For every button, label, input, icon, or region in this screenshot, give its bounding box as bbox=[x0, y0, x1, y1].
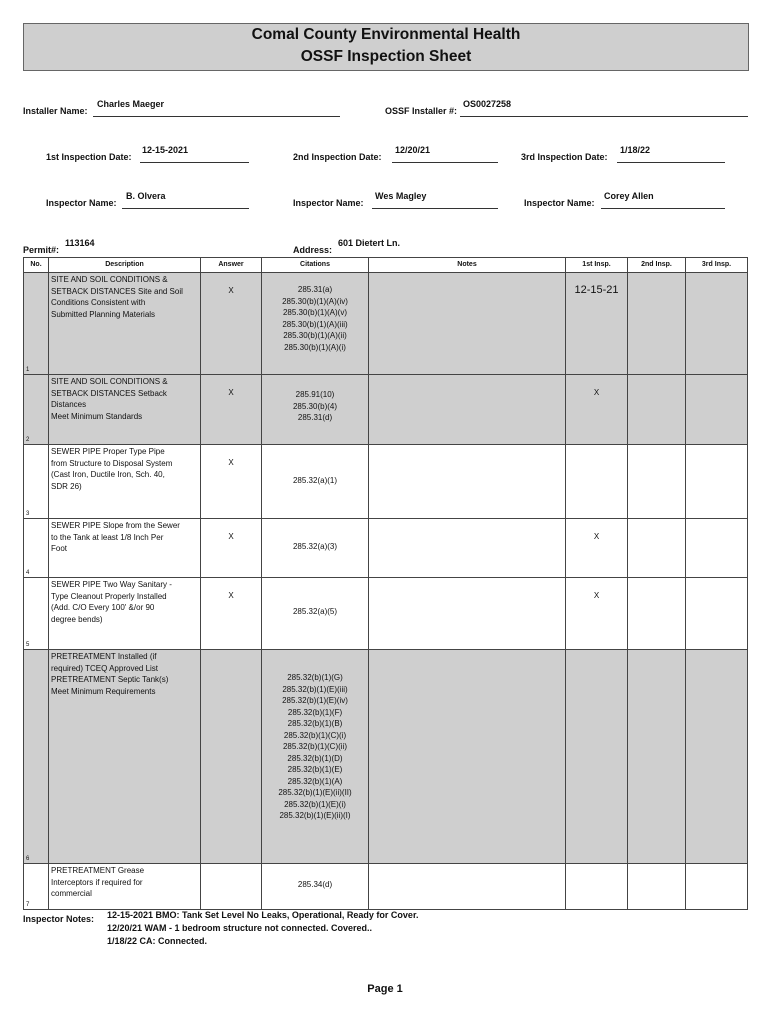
header-description: Description bbox=[49, 258, 201, 273]
second-insp-cell bbox=[628, 864, 686, 910]
table-header-row bbox=[24, 258, 748, 273]
notes-cell bbox=[369, 519, 566, 578]
row-number: 4 bbox=[26, 570, 30, 576]
citation: 285.32(b)(1)(E)(ii)(I) bbox=[279, 811, 351, 820]
header-citations: Citations bbox=[262, 258, 369, 273]
citation: 285.32(b)(1)(E) bbox=[287, 765, 343, 774]
citation: 285.31(a) bbox=[297, 285, 333, 294]
description-cell bbox=[49, 375, 201, 445]
inspector-name-underline-3 bbox=[601, 208, 725, 209]
description-line: from Structure to Disposal System bbox=[51, 458, 173, 468]
third-insp-cell bbox=[686, 650, 748, 864]
third-insp-cell bbox=[686, 445, 748, 519]
answer-mark: X bbox=[228, 458, 234, 467]
row-number-cell bbox=[24, 864, 49, 910]
first-inspection-date-label: 1st Inspection Date: bbox=[46, 152, 132, 162]
inspector-name-label-3: Inspector Name: bbox=[524, 198, 595, 208]
answer-mark: X bbox=[228, 388, 234, 397]
citation: 285.32(b)(1)(C)(i) bbox=[283, 730, 347, 740]
description-line: Meet Minimum Standards bbox=[51, 411, 143, 421]
citation: 285.30(b)(1)(A)(v) bbox=[282, 308, 347, 317]
row-number: 1 bbox=[26, 367, 30, 373]
description-line: degree bends) bbox=[51, 614, 103, 624]
second-insp-cell bbox=[628, 519, 686, 578]
description-cell bbox=[49, 445, 201, 519]
description-line: SDR 26) bbox=[51, 481, 82, 491]
citation: 285.32(b)(1)(G) bbox=[287, 673, 343, 682]
row-number-cell bbox=[24, 273, 49, 375]
description-cell bbox=[49, 578, 201, 650]
installer-number-underline bbox=[460, 116, 748, 117]
second-insp-cell bbox=[628, 650, 686, 864]
inspector-name-underline-2 bbox=[372, 208, 498, 209]
inspector-note-line: 12/20/21 WAM - 1 bedroom structure not connected. Covered.. bbox=[107, 923, 373, 933]
description-cell bbox=[49, 519, 201, 578]
row-number-cell bbox=[24, 445, 49, 519]
address-value: 601 Dietert Ln. bbox=[338, 238, 401, 248]
row-number-cell bbox=[24, 519, 49, 578]
inspector-name-label-1: Inspector Name: bbox=[46, 198, 117, 208]
second-insp-cell bbox=[628, 375, 686, 445]
description-line: SETBACK DISTANCES Site and Soil bbox=[51, 286, 183, 296]
table-row bbox=[24, 578, 748, 650]
notes-cell bbox=[369, 578, 566, 650]
description-line: PRETREATMENT Installed (if bbox=[51, 652, 157, 661]
answer-cell bbox=[201, 519, 262, 578]
citation: 285.32(b)(1)(E)(ii)(II) bbox=[278, 788, 352, 797]
description-line: to the Tank at least 1/8 Inch Per bbox=[51, 532, 164, 542]
row-number: 6 bbox=[26, 856, 30, 862]
citations-cell bbox=[262, 864, 369, 910]
inspector-name-value-2: Wes Magley bbox=[375, 191, 427, 201]
first-inspection-date-value: 12-15-2021 bbox=[142, 145, 189, 155]
citation: 285.30(b)(4) bbox=[292, 401, 338, 411]
third-insp-cell bbox=[686, 864, 748, 910]
description-line: Distances bbox=[51, 400, 87, 409]
inspector-note-line: 12-15-2021 BMO: Tank Set Level No Leaks, Operational, Ready for Cover. bbox=[107, 910, 419, 920]
description-line: Type Cleanout Properly Installed bbox=[51, 591, 167, 601]
citation: 285.32(b)(1)(E)(iii) bbox=[282, 684, 348, 694]
inspector-name-value-1: B. Olvera bbox=[126, 191, 166, 201]
third-insp-cell bbox=[686, 578, 748, 650]
description-line: SITE AND SOIL CONDITIONS & bbox=[51, 275, 168, 284]
answer-cell bbox=[201, 864, 262, 910]
second-inspection-date-label: 2nd Inspection Date: bbox=[293, 152, 382, 162]
row-number: 2 bbox=[26, 437, 30, 443]
description-line: PRETREATMENT Grease bbox=[51, 866, 145, 875]
inspector-notes-label: Inspector Notes: bbox=[23, 914, 95, 924]
installer-name-underline bbox=[93, 116, 340, 117]
table-row bbox=[24, 375, 748, 445]
notes-cell bbox=[369, 864, 566, 910]
first-insp-cell bbox=[566, 375, 628, 445]
citations-cell bbox=[262, 375, 369, 445]
inspector-name-underline-1 bbox=[122, 208, 249, 209]
citation: 285.32(a)(5) bbox=[292, 607, 338, 616]
citation: 285.32(b)(1)(F) bbox=[287, 707, 343, 717]
citation: 285.30(b)(1)(A)(iv) bbox=[282, 296, 348, 306]
first-insp-value: X bbox=[593, 591, 600, 600]
citation: 285.32(b)(1)(A) bbox=[287, 776, 343, 786]
table-row bbox=[24, 650, 748, 864]
notes-cell bbox=[369, 650, 566, 864]
row-number: 7 bbox=[26, 902, 30, 908]
first-insp-value: X bbox=[593, 388, 600, 397]
title-box bbox=[23, 23, 749, 71]
citation: 285.30(b)(1)(A)(iii) bbox=[282, 319, 348, 329]
answer-cell bbox=[201, 650, 262, 864]
description-line: Conditions Consistent with bbox=[51, 298, 146, 307]
first-insp-value: X bbox=[593, 532, 600, 541]
citation: 285.32(b)(1)(D) bbox=[287, 753, 343, 763]
description-line: Foot bbox=[51, 544, 68, 553]
table-row bbox=[24, 864, 748, 910]
inspector-name-value-3: Corey Allen bbox=[604, 191, 654, 201]
citation: 285.30(b)(1)(A)(ii) bbox=[283, 331, 347, 340]
first-insp-cell bbox=[566, 273, 628, 375]
first-insp-value: 12-15-21 bbox=[574, 284, 619, 296]
header-answer: Answer bbox=[201, 258, 262, 273]
address-label: Address: bbox=[293, 245, 333, 255]
answer-cell bbox=[201, 375, 262, 445]
header-no: No. bbox=[24, 258, 49, 273]
notes-cell bbox=[369, 445, 566, 519]
citation: 285.32(b)(1)(E)(iv) bbox=[282, 696, 348, 705]
permit-value: 113164 bbox=[65, 238, 95, 248]
inspection-table bbox=[23, 257, 748, 910]
citation: 285.32(b)(1)(B) bbox=[287, 719, 343, 728]
third-inspection-date-value: 1/18/22 bbox=[620, 145, 651, 155]
first-insp-cell bbox=[566, 445, 628, 519]
answer-mark: X bbox=[228, 286, 234, 295]
row-number-cell bbox=[24, 578, 49, 650]
description-cell bbox=[49, 864, 201, 910]
permit-label: Permit#: bbox=[23, 245, 60, 255]
installer-number-value: OS0027258 bbox=[463, 99, 512, 109]
header-third-insp: 3rd Insp. bbox=[686, 258, 748, 273]
title-line-2: OSSF Inspection Sheet bbox=[300, 48, 472, 65]
third-inspection-date-label: 3rd Inspection Date: bbox=[521, 152, 608, 162]
third-insp-cell bbox=[686, 519, 748, 578]
third-inspection-underline bbox=[617, 162, 725, 163]
description-line: commercial bbox=[51, 889, 92, 898]
description-line: SEWER PIPE Slope from the Sewer bbox=[51, 521, 180, 530]
description-cell bbox=[49, 650, 201, 864]
second-inspection-date-value: 12/20/21 bbox=[395, 145, 431, 155]
answer-mark: X bbox=[228, 532, 234, 541]
description-line: SEWER PIPE Proper Type Pipe bbox=[51, 447, 165, 456]
citation: 285.32(b)(1)(E)(i) bbox=[284, 799, 346, 809]
citations-cell bbox=[262, 578, 369, 650]
citations-cell bbox=[262, 273, 369, 375]
row-number: 5 bbox=[26, 642, 30, 648]
header-notes: Notes bbox=[369, 258, 566, 273]
citation: 285.32(b)(1)(C)(ii) bbox=[282, 742, 347, 751]
citations-cell bbox=[262, 650, 369, 864]
table-row bbox=[24, 273, 748, 375]
citations-cell bbox=[262, 445, 369, 519]
third-insp-cell bbox=[686, 273, 748, 375]
description-line: (Add. C/O Every 100' &/or 90 bbox=[51, 603, 155, 612]
citation: 285.31(d) bbox=[297, 413, 333, 422]
description-line: SEWER PIPE Two Way Sanitary - bbox=[51, 580, 172, 589]
second-insp-cell bbox=[628, 578, 686, 650]
title-line-1: Comal County Environmental Health bbox=[251, 26, 521, 43]
citation: 285.91(10) bbox=[295, 390, 335, 399]
inspector-note-line: 1/18/22 CA: Connected. bbox=[107, 936, 208, 946]
row-number: 3 bbox=[26, 511, 30, 517]
description-line: SETBACK DISTANCES Setback bbox=[51, 388, 167, 398]
header-first-insp: 1st Insp. bbox=[566, 258, 628, 273]
description-line: Meet Minimum Requirements bbox=[51, 686, 156, 696]
description-line: PRETREATMENT Septic Tank(s) bbox=[51, 675, 169, 684]
second-insp-cell bbox=[628, 445, 686, 519]
second-inspection-underline bbox=[392, 162, 498, 163]
installer-name-value: Charles Maeger bbox=[97, 99, 165, 109]
row-number-cell bbox=[24, 375, 49, 445]
page-number: Page 1 bbox=[367, 983, 403, 995]
notes-cell bbox=[369, 375, 566, 445]
answer-cell bbox=[201, 578, 262, 650]
notes-cell bbox=[369, 273, 566, 375]
first-insp-cell bbox=[566, 578, 628, 650]
citation: 285.30(b)(1)(A)(i) bbox=[284, 342, 346, 352]
header-second-insp: 2nd Insp. bbox=[628, 258, 686, 273]
second-insp-cell bbox=[628, 273, 686, 375]
citation: 285.34(d) bbox=[297, 880, 333, 889]
first-insp-cell bbox=[566, 519, 628, 578]
description-line: Interceptors if required for bbox=[51, 877, 143, 887]
installer-name-label: Installer Name: bbox=[23, 106, 88, 116]
description-line: SITE AND SOIL CONDITIONS & bbox=[51, 377, 168, 386]
description-cell bbox=[49, 273, 201, 375]
description-line: Submitted Planning Materials bbox=[51, 309, 156, 319]
description-line: (Cast Iron, Ductile Iron, Sch. 40, bbox=[51, 470, 165, 479]
description-line: required) TCEQ Approved List bbox=[51, 663, 159, 673]
citation: 285.32(a)(1) bbox=[292, 476, 338, 485]
first-insp-cell bbox=[566, 864, 628, 910]
citations-cell bbox=[262, 519, 369, 578]
table-row bbox=[24, 519, 748, 578]
answer-cell bbox=[201, 273, 262, 375]
table-row bbox=[24, 445, 748, 519]
citation: 285.32(a)(3) bbox=[292, 542, 338, 551]
answer-cell bbox=[201, 445, 262, 519]
answer-mark: X bbox=[228, 591, 234, 600]
third-insp-cell bbox=[686, 375, 748, 445]
first-inspection-underline bbox=[140, 162, 249, 163]
row-number-cell bbox=[24, 650, 49, 864]
inspector-name-label-2: Inspector Name: bbox=[293, 198, 364, 208]
first-insp-cell bbox=[566, 650, 628, 864]
installer-number-label: OSSF Installer #: bbox=[385, 106, 458, 116]
